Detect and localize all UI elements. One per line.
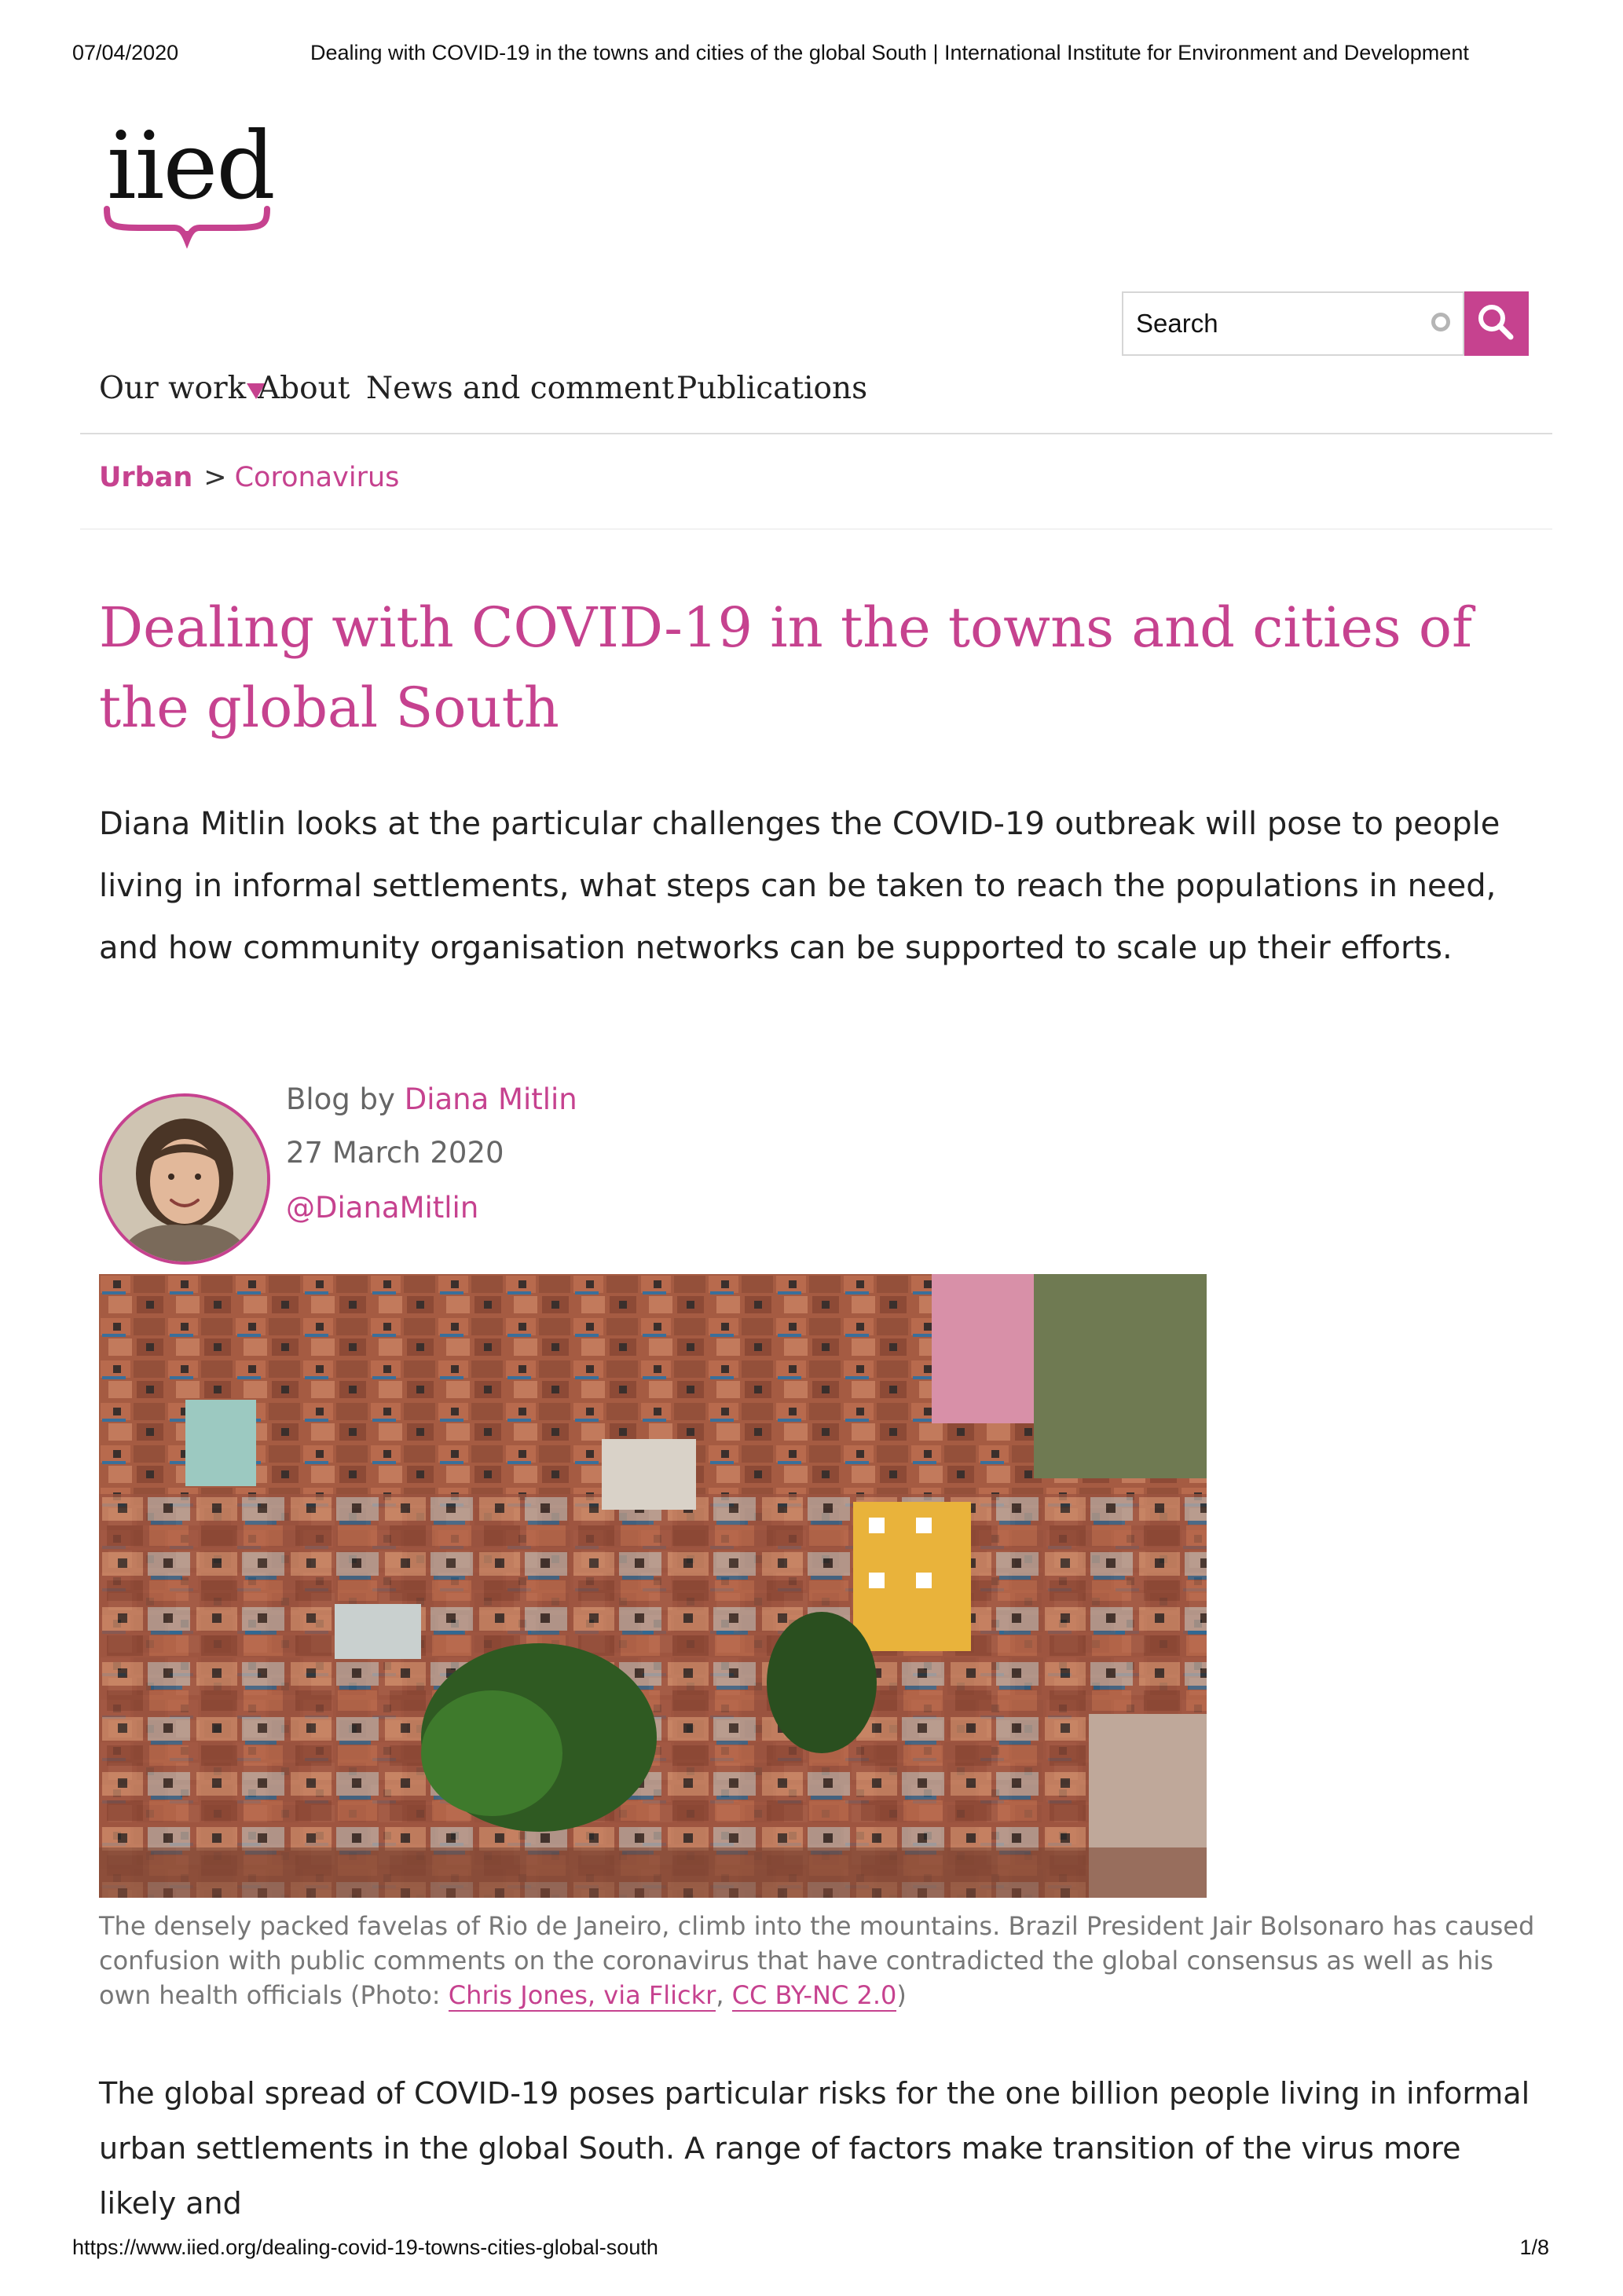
caption-photo-credit-link[interactable]: Chris Jones, via Flickr [448,1980,716,2010]
page-title: Dealing with COVID-19 in the towns and cities of the global South [99,595,1472,740]
byline [286,1082,577,1116]
image-caption [99,1909,1544,2012]
caption-text: The densely packed favelas of Rio de Janeiro, climb into the mountains. Brazil President Jair Bolsonaro has caused confusion with public comments on the coronavirus that have contradicted the global consensus as well as his own health officials (Photo: [99,1911,1535,2010]
print-date: 07/04/2020 [72,41,179,64]
search-button[interactable] [1464,291,1529,356]
author-twitter-wrap [286,1191,478,1225]
print-page-number: 1/8 [1519,2236,1549,2259]
byline-prefix: Blog by [286,1082,395,1116]
print-footer [0,2236,1623,2267]
breadcrumb [99,462,399,493]
iied-logo[interactable] [102,112,275,258]
logo-swoosh-icon [102,204,272,251]
article-standfirst: Diana Mitlin looks at the particular challenges the COVID-19 outbreak will pose to people living in informal settlements, what steps can be taken to reach the populations in need, and how community organisation networks can be supported to scale up their efforts. [99,806,1500,966]
nav-item-news-and-comment[interactable]: News and comment [366,371,674,406]
breadcrumb-link-urban[interactable]: Urban [99,462,193,493]
author-link[interactable]: Diana Mitlin [404,1082,577,1116]
favela-photo [99,1274,1207,1898]
caption-license-link[interactable]: CC BY-NC 2.0 [731,1980,897,2010]
search-box [1122,291,1464,356]
publish-date: 27 March 2020 [286,1136,504,1170]
search-loading-icon [1431,313,1450,331]
magnifier-icon [1464,291,1529,356]
author-twitter-link[interactable]: @DianaMitlin [286,1191,479,1225]
logo-wordmark: iied [107,112,274,220]
author-portrait [102,1097,267,1262]
nav-item-about[interactable]: About [258,371,350,406]
nav-divider [80,433,1552,434]
nav-item-publications[interactable]: Publications [676,371,868,406]
search-input[interactable] [1123,293,1419,354]
print-page-title: Dealing with COVID-19 in the towns and cities of the global South | International Institute for Environment and Development [310,41,1469,64]
caption-end: ) [896,1980,907,2010]
breadcrumb-separator: > [203,462,227,493]
print-header [0,41,1623,72]
breadcrumb-link-coronavirus[interactable]: Coronavirus [234,462,400,493]
author-avatar [99,1093,270,1265]
print-url: https://www.iied.org/dealing-covid-19-towns-cities-global-south [72,2236,658,2259]
caption-separator: , [716,1980,732,2010]
hero-image [99,1274,1207,1898]
article-body-paragraph: The global spread of COVID-19 poses particular risks for the one billion people living in informal urban settlements in the global South. A range of factors make transition of the virus more likely and [99,2076,1530,2221]
nav-item-our-work[interactable]: Our work [99,371,247,406]
